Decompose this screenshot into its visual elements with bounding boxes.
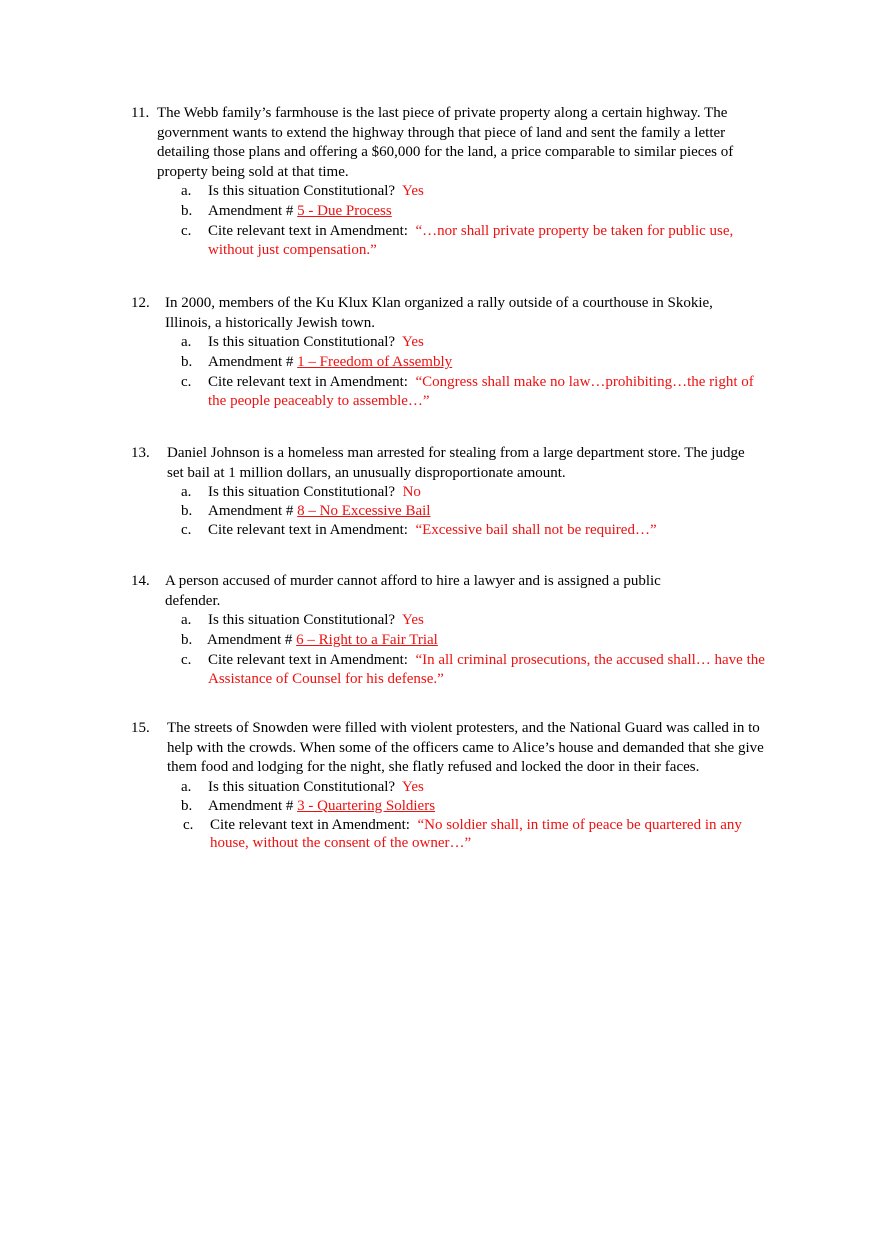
question-scenario: Daniel Johnson is a homeless man arrested for stealing from a large department store. The judge set bail at 1 million dollars, an unusually disproportionate amount. xyxy=(167,445,745,481)
item-letter: b. xyxy=(181,797,193,814)
item-letter: b. xyxy=(181,354,193,370)
amendment-label: Amendment # xyxy=(208,203,294,219)
answer-b xyxy=(181,202,771,221)
question-number: 12. xyxy=(131,295,150,311)
item-letter: c. xyxy=(181,652,192,668)
cite-label: Cite relevant text in Amendment: xyxy=(208,374,408,390)
amendment-answer: 5 - Due Process xyxy=(297,203,392,219)
question-12 xyxy=(131,294,771,410)
amendment-answer: 3 - Quartering Soldiers xyxy=(297,797,436,814)
question-number: 13. xyxy=(131,445,150,461)
item-letter: b. xyxy=(181,203,193,219)
item-letter: b. xyxy=(181,632,193,648)
item-letter: a. xyxy=(181,183,192,199)
answer-a xyxy=(181,778,791,797)
cite-label: Cite relevant text in Amendment: xyxy=(208,223,408,239)
question-scenario: In 2000, members of the Ku Klux Klan organized a rally outside of a courthouse in Skokie, Illinois, a historically Jewish town. xyxy=(165,295,713,331)
question-scenario: The streets of Snowden were filled with violent protesters, and the National Guard was called in to help with the crowds. When some of the officers came to Alice’s house and demanded that she give them food and lodging for the night, she flatly refused and locked the door in their faces. xyxy=(167,720,764,775)
constitutional-answer: No xyxy=(402,484,421,500)
constitutional-question-label: Is this situation Constitutional? xyxy=(208,334,396,350)
constitutional-answer: Yes xyxy=(402,334,424,350)
question-scenario: The Webb family’s farmhouse is the last piece of private property along a certain highway. The government wants to extend the highway through that piece of land and sent the family a letter detailing those plans and offering a $60,000 for the land, a price comparable to similar pieces of property being sold at that time. xyxy=(157,105,734,180)
question-15 xyxy=(131,719,791,853)
item-letter: a. xyxy=(181,334,192,350)
amendment-label: Amendment # xyxy=(207,632,293,648)
item-letter: a. xyxy=(181,484,192,500)
question-answers xyxy=(181,778,791,853)
cite-label: Cite relevant text in Amendment: xyxy=(210,816,410,833)
cite-label: Cite relevant text in Amendment: xyxy=(208,652,408,668)
answer-b xyxy=(181,353,771,372)
answer-b xyxy=(181,631,771,650)
answer-a xyxy=(181,333,771,352)
answer-b xyxy=(181,797,791,816)
question-answers xyxy=(181,483,771,540)
question-number: 15. xyxy=(131,720,150,736)
amendment-label: Amendment # xyxy=(208,797,294,814)
answer-b xyxy=(181,502,771,521)
answer-c xyxy=(181,651,781,688)
constitutional-question-label: Is this situation Constitutional? xyxy=(208,612,396,628)
question-answers xyxy=(181,611,771,688)
constitutional-answer: Yes xyxy=(402,183,424,199)
amendment-answer: 6 – Right to a Fair Trial xyxy=(296,632,438,648)
answer-c xyxy=(181,222,761,259)
item-letter: c. xyxy=(181,223,192,239)
constitutional-question-label: Is this situation Constitutional? xyxy=(208,183,396,199)
answer-c xyxy=(181,521,771,540)
question-answers xyxy=(181,182,771,259)
question-13 xyxy=(131,444,771,540)
cite-answer: “Excessive bail shall not be required…” xyxy=(415,522,657,538)
item-letter: c. xyxy=(181,374,192,390)
item-letter: b. xyxy=(181,503,193,519)
question-11 xyxy=(131,104,771,259)
question-14 xyxy=(131,572,771,688)
answer-c xyxy=(181,373,771,410)
constitutional-answer: Yes xyxy=(402,778,424,795)
amendment-answer: 1 – Freedom of Assembly xyxy=(297,354,453,370)
cite-answer: “No soldier shall, in time of peace be quartered in any house, without the consent of the owner…” xyxy=(210,816,742,851)
amendment-label: Amendment # xyxy=(208,354,294,370)
cite-answer: “Congress shall make no law…prohibiting…the right of the people peaceably to assemble…” xyxy=(208,374,754,409)
amendment-label: Amendment # xyxy=(208,503,294,519)
item-letter: c. xyxy=(183,816,194,833)
answer-a xyxy=(181,182,771,201)
cite-label: Cite relevant text in Amendment: xyxy=(208,522,408,538)
cite-answer: “In all criminal prosecutions, the accused shall… have the Assistance of Counsel for his defense.” xyxy=(208,652,765,687)
item-letter: c. xyxy=(181,522,192,538)
constitutional-question-label: Is this situation Constitutional? xyxy=(208,778,396,795)
answer-a xyxy=(181,483,771,502)
item-letter: a. xyxy=(181,778,192,795)
answer-a xyxy=(181,611,771,630)
amendment-answer: 8 – No Excessive Bail xyxy=(297,503,431,519)
question-scenario: A person accused of murder cannot afford to hire a lawyer and is assigned a public defender. xyxy=(165,573,661,609)
constitutional-answer: Yes xyxy=(402,612,424,628)
answer-c xyxy=(183,816,743,853)
cite-answer: “…nor shall private property be taken for public use, without just compensation.” xyxy=(208,223,734,258)
constitutional-question-label: Is this situation Constitutional? xyxy=(208,484,396,500)
question-answers xyxy=(181,333,771,410)
question-number: 11. xyxy=(131,105,150,121)
question-number: 14. xyxy=(131,573,150,589)
item-letter: a. xyxy=(181,612,192,628)
